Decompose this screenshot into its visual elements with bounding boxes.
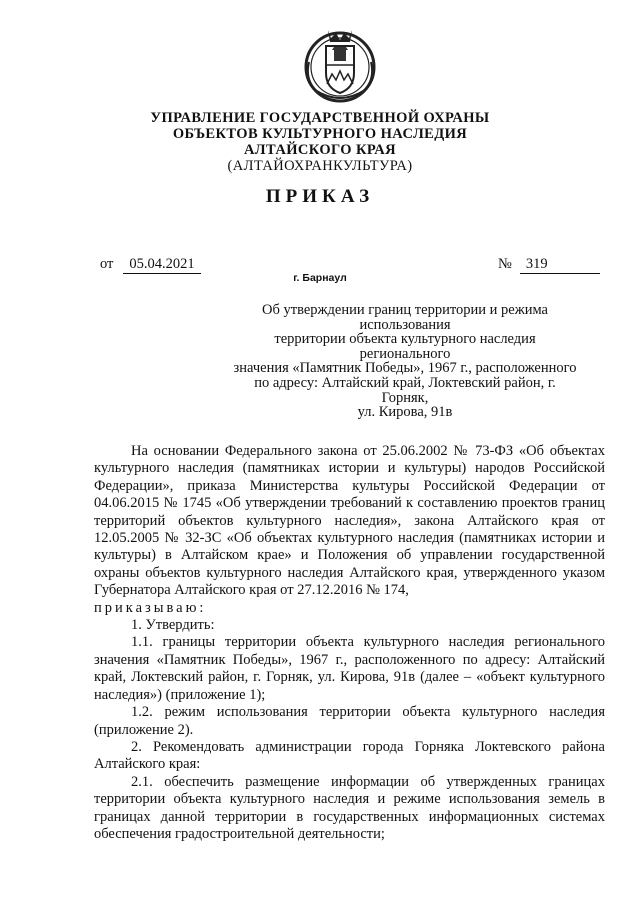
subject-line: территории объекта культурного наследия регионального	[274, 331, 536, 362]
date-value: 05.04.2021	[123, 256, 201, 274]
item-2-1: 2.1. обеспечить размещение информации об утвержденных границах территории объекта культурного наследия и режиме использования земель в границах данной территории в государственных информационных системах обеспечения градостроительной деятельности;	[94, 773, 605, 842]
item-1-2: 1.2. режим использования территории объекта культурного наследия (приложение 2).	[94, 704, 605, 738]
org-line: ОБЪЕКТОВ КУЛЬТУРНОГО НАСЛЕДИЯ	[172, 126, 468, 142]
org-line-abbr: (АЛТАЙОХРАНКУЛЬТУРА)	[227, 158, 413, 174]
organization-name	[0, 110, 640, 174]
city-label: г. Барнаул	[293, 272, 347, 284]
subject-line: Об утверждении границ территории и режима использования	[262, 302, 548, 333]
org-line: АЛТАЙСКОГО КРАЯ	[243, 142, 397, 158]
subject-line: ул. Кирова, 91в	[357, 404, 453, 421]
document-type-title: ПРИКАЗ	[265, 186, 375, 207]
item-2: 2. Рекомендовать администрации города Горняка Локтевского района Алтайского края:	[94, 738, 605, 773]
subject-line: по адресу: Алтайский край, Локтевский район, г. Горняк,	[254, 374, 556, 406]
date-prefix: от	[100, 256, 114, 272]
preamble-paragraph: На основании Федерального закона от 25.06.2002 № 73-ФЗ «Об объектах культурного наследия (памятниках истории и культуры) народов Российской Федерации», приказа Министерства культуры Российской Федерации от 04.06.2015 № 1745 «Об утверждении требований к составлению проектов границ территорий объектов культурного наследия», закона Алтайского края от 12.05.2005 № 32-ЗС «Об объектах культурного наследия (памятниках истории и культуры) в Алтайском крае» и Положения об управлении государственной охраны объектов культурного наследия Алтайского края, утвержденного указом Губернатора Алтайского края от 27.12.2016 № 174,	[94, 443, 605, 599]
org-line: УПРАВЛЕНИЕ ГОСУДАРСТВЕННОЙ ОХРАНЫ	[150, 110, 490, 126]
number-value: 319	[520, 256, 600, 274]
number-prefix: №	[498, 256, 512, 272]
altai-krai-coat-of-arms-icon	[301, 26, 379, 104]
order-word: приказываю:	[94, 599, 207, 616]
item-1-1: 1.1. границы территории объекта культурного наследия регионального значения «Памятник Победы», 1967 г., расположенного по адресу: Алтайский край, Локтевский район, г. Горняк, ул. Кирова, 91в (далее – «объект культурного наследия») (приложение 1);	[94, 634, 605, 703]
order-subject	[230, 303, 580, 420]
subject-line: значения «Памятник Победы», 1967 г., расположенного	[233, 360, 577, 377]
order-body	[94, 443, 605, 843]
item-1: 1. Утвердить:	[131, 617, 215, 634]
